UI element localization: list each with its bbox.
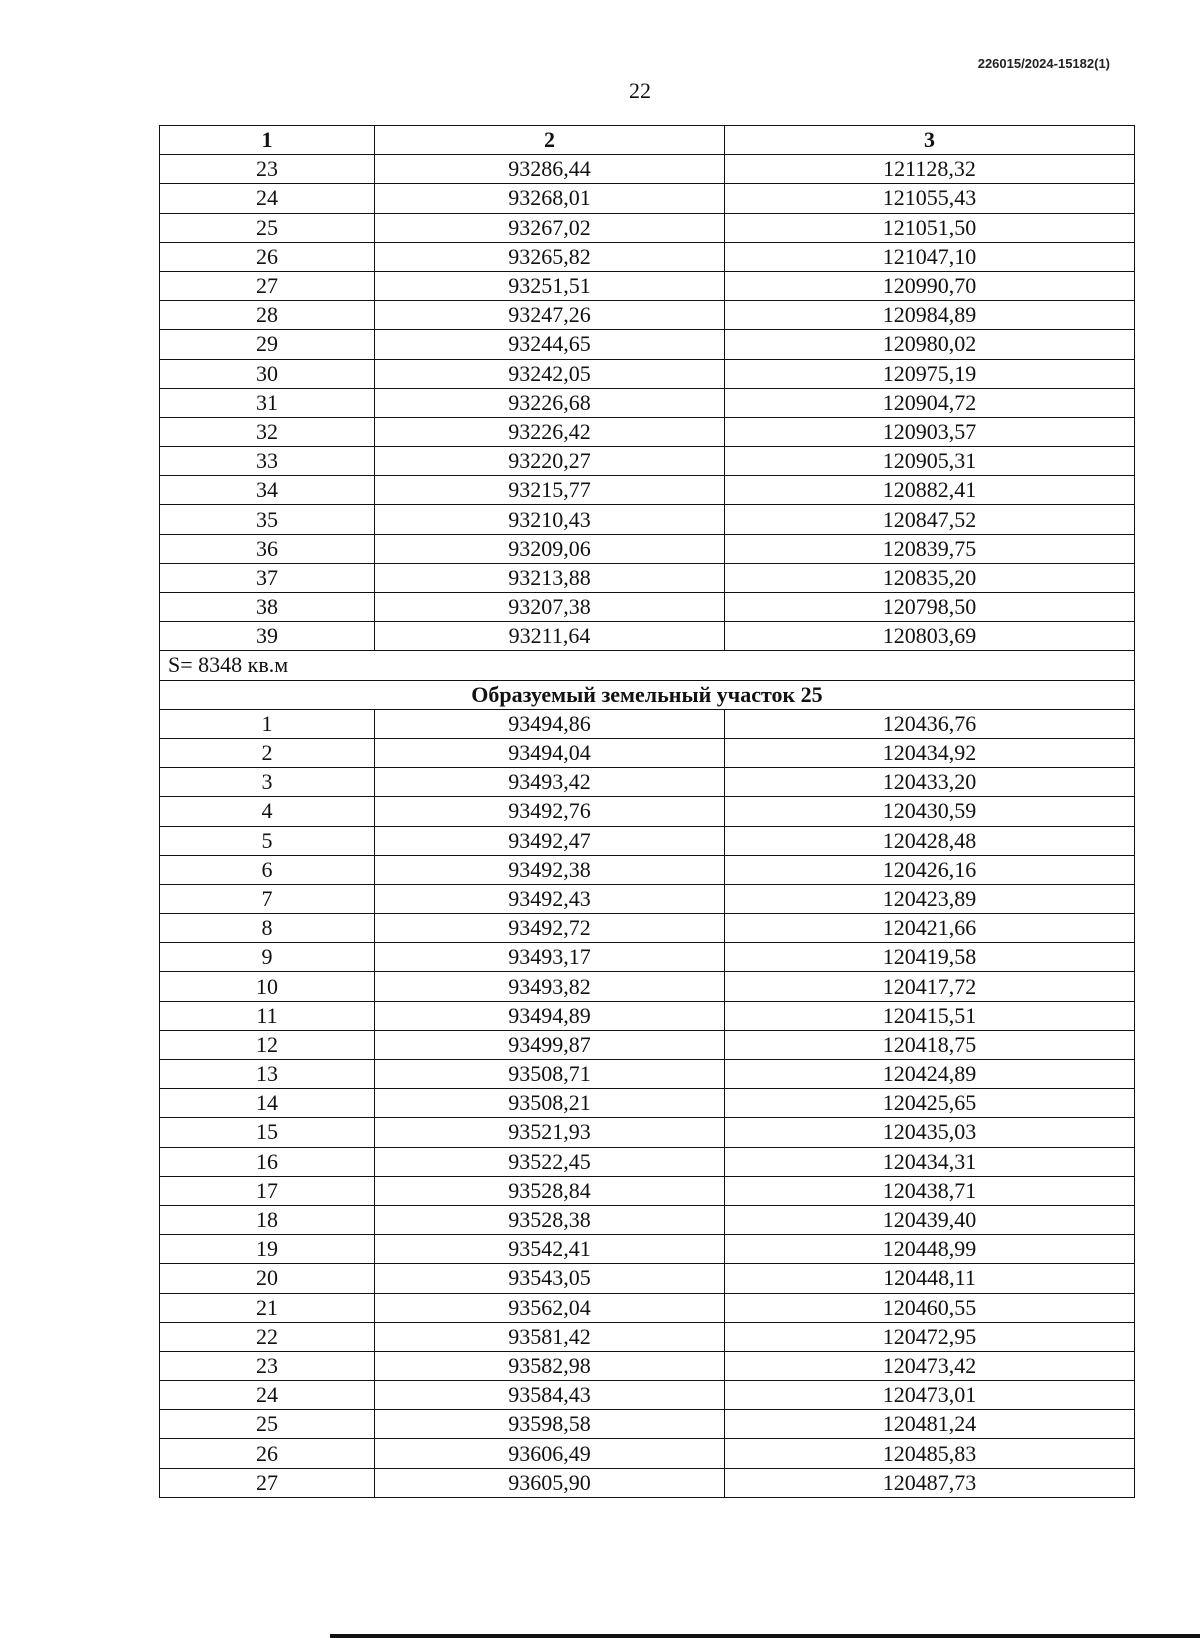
column-header-x: 2 <box>375 126 725 155</box>
table-row <box>160 855 1135 884</box>
x-coordinate-cell: 93265,82 <box>375 242 725 271</box>
table-row <box>160 1293 1135 1322</box>
point-number-cell: 27 <box>160 271 375 300</box>
y-coordinate-cell: 120421,66 <box>725 914 1135 943</box>
area-row <box>160 651 1135 680</box>
x-coordinate-cell: 93562,04 <box>375 1293 725 1322</box>
y-coordinate-cell: 120448,11 <box>725 1264 1135 1293</box>
table-row <box>160 301 1135 330</box>
table-row <box>160 1147 1135 1176</box>
y-coordinate-cell: 121047,10 <box>725 242 1135 271</box>
table-row <box>160 797 1135 826</box>
table-row <box>160 1030 1135 1059</box>
table-row <box>160 505 1135 534</box>
table-row <box>160 1060 1135 1089</box>
x-coordinate-cell: 93493,82 <box>375 972 725 1001</box>
area-value: S= 8348 кв.м <box>160 651 1135 680</box>
point-number-cell: 26 <box>160 242 375 271</box>
table-row <box>160 593 1135 622</box>
table-row <box>160 1089 1135 1118</box>
y-coordinate-cell: 121051,50 <box>725 213 1135 242</box>
y-coordinate-cell: 120419,58 <box>725 943 1135 972</box>
x-coordinate-cell: 93213,88 <box>375 563 725 592</box>
x-coordinate-cell: 93226,42 <box>375 417 725 446</box>
x-coordinate-cell: 93215,77 <box>375 476 725 505</box>
column-header-y: 3 <box>725 126 1135 155</box>
column-header-point: 1 <box>160 126 375 155</box>
table-row <box>160 330 1135 359</box>
y-coordinate-cell: 120473,01 <box>725 1381 1135 1410</box>
x-coordinate-cell: 93508,21 <box>375 1089 725 1118</box>
table-body-plot-25 <box>160 709 1135 1497</box>
table-row <box>160 1001 1135 1030</box>
section-row <box>160 680 1135 709</box>
point-number-cell: 12 <box>160 1030 375 1059</box>
x-coordinate-cell: 93242,05 <box>375 359 725 388</box>
point-number-cell: 23 <box>160 1351 375 1380</box>
table-row <box>160 1468 1135 1497</box>
x-coordinate-cell: 93244,65 <box>375 330 725 359</box>
point-number-cell: 27 <box>160 1468 375 1497</box>
x-coordinate-cell: 93582,98 <box>375 1351 725 1380</box>
y-coordinate-cell: 120426,16 <box>725 855 1135 884</box>
point-number-cell: 25 <box>160 1410 375 1439</box>
table-row <box>160 447 1135 476</box>
table-row <box>160 242 1135 271</box>
table-row <box>160 738 1135 767</box>
x-coordinate-cell: 93543,05 <box>375 1264 725 1293</box>
x-coordinate-cell: 93251,51 <box>375 271 725 300</box>
y-coordinate-cell: 120438,71 <box>725 1176 1135 1205</box>
x-coordinate-cell: 93606,49 <box>375 1439 725 1468</box>
table-row <box>160 826 1135 855</box>
point-number-cell: 4 <box>160 797 375 826</box>
document-number: 226015/2024-15182(1) <box>977 56 1110 71</box>
y-coordinate-cell: 121128,32 <box>725 155 1135 184</box>
table-header-row <box>160 126 1135 155</box>
x-coordinate-cell: 93494,04 <box>375 738 725 767</box>
point-number-cell: 15 <box>160 1118 375 1147</box>
y-coordinate-cell: 120905,31 <box>725 447 1135 476</box>
x-coordinate-cell: 93605,90 <box>375 1468 725 1497</box>
y-coordinate-cell: 120473,42 <box>725 1351 1135 1380</box>
point-number-cell: 31 <box>160 388 375 417</box>
y-coordinate-cell: 121055,43 <box>725 184 1135 213</box>
x-coordinate-cell: 93493,17 <box>375 943 725 972</box>
y-coordinate-cell: 120434,92 <box>725 738 1135 767</box>
x-coordinate-cell: 93286,44 <box>375 155 725 184</box>
point-number-cell: 10 <box>160 972 375 1001</box>
x-coordinate-cell: 93494,86 <box>375 709 725 738</box>
point-number-cell: 19 <box>160 1235 375 1264</box>
point-number-cell: 17 <box>160 1176 375 1205</box>
y-coordinate-cell: 120435,03 <box>725 1118 1135 1147</box>
table-row <box>160 476 1135 505</box>
x-coordinate-cell: 93247,26 <box>375 301 725 330</box>
y-coordinate-cell: 120433,20 <box>725 768 1135 797</box>
table-row <box>160 914 1135 943</box>
y-coordinate-cell: 120472,95 <box>725 1322 1135 1351</box>
x-coordinate-cell: 93522,45 <box>375 1147 725 1176</box>
y-coordinate-cell: 120425,65 <box>725 1089 1135 1118</box>
point-number-cell: 2 <box>160 738 375 767</box>
x-coordinate-cell: 93220,27 <box>375 447 725 476</box>
table-row <box>160 271 1135 300</box>
point-number-cell: 25 <box>160 213 375 242</box>
table-row <box>160 1118 1135 1147</box>
x-coordinate-cell: 93211,64 <box>375 622 725 651</box>
y-coordinate-cell: 120430,59 <box>725 797 1135 826</box>
y-coordinate-cell: 120434,31 <box>725 1147 1135 1176</box>
point-number-cell: 1 <box>160 709 375 738</box>
x-coordinate-cell: 93528,84 <box>375 1176 725 1205</box>
table-row <box>160 359 1135 388</box>
x-coordinate-cell: 93499,87 <box>375 1030 725 1059</box>
y-coordinate-cell: 120847,52 <box>725 505 1135 534</box>
table-row <box>160 943 1135 972</box>
y-coordinate-cell: 120990,70 <box>725 271 1135 300</box>
point-number-cell: 14 <box>160 1089 375 1118</box>
x-coordinate-cell: 93207,38 <box>375 593 725 622</box>
x-coordinate-cell: 93494,89 <box>375 1001 725 1030</box>
y-coordinate-cell: 120415,51 <box>725 1001 1135 1030</box>
x-coordinate-cell: 93542,41 <box>375 1235 725 1264</box>
table-row <box>160 1322 1135 1351</box>
point-number-cell: 37 <box>160 563 375 592</box>
y-coordinate-cell: 120436,76 <box>725 709 1135 738</box>
y-coordinate-cell: 120417,72 <box>725 972 1135 1001</box>
point-number-cell: 6 <box>160 855 375 884</box>
point-number-cell: 34 <box>160 476 375 505</box>
point-number-cell: 16 <box>160 1147 375 1176</box>
x-coordinate-cell: 93267,02 <box>375 213 725 242</box>
point-number-cell: 23 <box>160 155 375 184</box>
y-coordinate-cell: 120980,02 <box>725 330 1135 359</box>
y-coordinate-cell: 120839,75 <box>725 534 1135 563</box>
x-coordinate-cell: 93492,72 <box>375 914 725 943</box>
y-coordinate-cell: 120439,40 <box>725 1205 1135 1234</box>
y-coordinate-cell: 120418,75 <box>725 1030 1135 1059</box>
x-coordinate-cell: 93210,43 <box>375 505 725 534</box>
table-row <box>160 1410 1135 1439</box>
point-number-cell: 9 <box>160 943 375 972</box>
x-coordinate-cell: 93493,42 <box>375 768 725 797</box>
table-row <box>160 534 1135 563</box>
table-row <box>160 1351 1135 1380</box>
table-row <box>160 622 1135 651</box>
y-coordinate-cell: 120798,50 <box>725 593 1135 622</box>
point-number-cell: 22 <box>160 1322 375 1351</box>
table-row <box>160 1235 1135 1264</box>
table-row <box>160 884 1135 913</box>
y-coordinate-cell: 120428,48 <box>725 826 1135 855</box>
x-coordinate-cell: 93226,68 <box>375 388 725 417</box>
point-number-cell: 39 <box>160 622 375 651</box>
point-number-cell: 24 <box>160 1381 375 1410</box>
y-coordinate-cell: 120835,20 <box>725 563 1135 592</box>
x-coordinate-cell: 93584,43 <box>375 1381 725 1410</box>
point-number-cell: 21 <box>160 1293 375 1322</box>
point-number-cell: 18 <box>160 1205 375 1234</box>
y-coordinate-cell: 120903,57 <box>725 417 1135 446</box>
table-body-previous-plot <box>160 155 1135 651</box>
y-coordinate-cell: 120882,41 <box>725 476 1135 505</box>
y-coordinate-cell: 120487,73 <box>725 1468 1135 1497</box>
x-coordinate-cell: 93528,38 <box>375 1205 725 1234</box>
table-row <box>160 184 1135 213</box>
point-number-cell: 3 <box>160 768 375 797</box>
x-coordinate-cell: 93598,58 <box>375 1410 725 1439</box>
point-number-cell: 33 <box>160 447 375 476</box>
table-row <box>160 417 1135 446</box>
table-row <box>160 213 1135 242</box>
point-number-cell: 29 <box>160 330 375 359</box>
table-row <box>160 1439 1135 1468</box>
coordinates-table <box>159 125 1135 1498</box>
table-row <box>160 1176 1135 1205</box>
x-coordinate-cell: 93492,43 <box>375 884 725 913</box>
table-row <box>160 1264 1135 1293</box>
y-coordinate-cell: 120448,99 <box>725 1235 1135 1264</box>
point-number-cell: 20 <box>160 1264 375 1293</box>
point-number-cell: 8 <box>160 914 375 943</box>
x-coordinate-cell: 93209,06 <box>375 534 725 563</box>
x-coordinate-cell: 93268,01 <box>375 184 725 213</box>
point-number-cell: 28 <box>160 301 375 330</box>
y-coordinate-cell: 120803,69 <box>725 622 1135 651</box>
point-number-cell: 5 <box>160 826 375 855</box>
point-number-cell: 38 <box>160 593 375 622</box>
table-row <box>160 972 1135 1001</box>
point-number-cell: 30 <box>160 359 375 388</box>
table-row <box>160 1205 1135 1234</box>
bottom-scan-border <box>330 1634 1200 1638</box>
section-title: Образуемый земельный участок 25 <box>160 680 1135 709</box>
x-coordinate-cell: 93521,93 <box>375 1118 725 1147</box>
table-row <box>160 388 1135 417</box>
x-coordinate-cell: 93492,38 <box>375 855 725 884</box>
table-row <box>160 1381 1135 1410</box>
y-coordinate-cell: 120423,89 <box>725 884 1135 913</box>
x-coordinate-cell: 93492,76 <box>375 797 725 826</box>
point-number-cell: 11 <box>160 1001 375 1030</box>
y-coordinate-cell: 120984,89 <box>725 301 1135 330</box>
point-number-cell: 7 <box>160 884 375 913</box>
y-coordinate-cell: 120485,83 <box>725 1439 1135 1468</box>
point-number-cell: 35 <box>160 505 375 534</box>
y-coordinate-cell: 120424,89 <box>725 1060 1135 1089</box>
point-number-cell: 13 <box>160 1060 375 1089</box>
point-number-cell: 36 <box>160 534 375 563</box>
x-coordinate-cell: 93581,42 <box>375 1322 725 1351</box>
table-row <box>160 563 1135 592</box>
point-number-cell: 26 <box>160 1439 375 1468</box>
y-coordinate-cell: 120904,72 <box>725 388 1135 417</box>
y-coordinate-cell: 120975,19 <box>725 359 1135 388</box>
x-coordinate-cell: 93492,47 <box>375 826 725 855</box>
point-number-cell: 24 <box>160 184 375 213</box>
page-number: 22 <box>629 78 651 103</box>
point-number-cell: 32 <box>160 417 375 446</box>
y-coordinate-cell: 120460,55 <box>725 1293 1135 1322</box>
table-row <box>160 155 1135 184</box>
x-coordinate-cell: 93508,71 <box>375 1060 725 1089</box>
y-coordinate-cell: 120481,24 <box>725 1410 1135 1439</box>
table-row <box>160 768 1135 797</box>
table-row <box>160 709 1135 738</box>
